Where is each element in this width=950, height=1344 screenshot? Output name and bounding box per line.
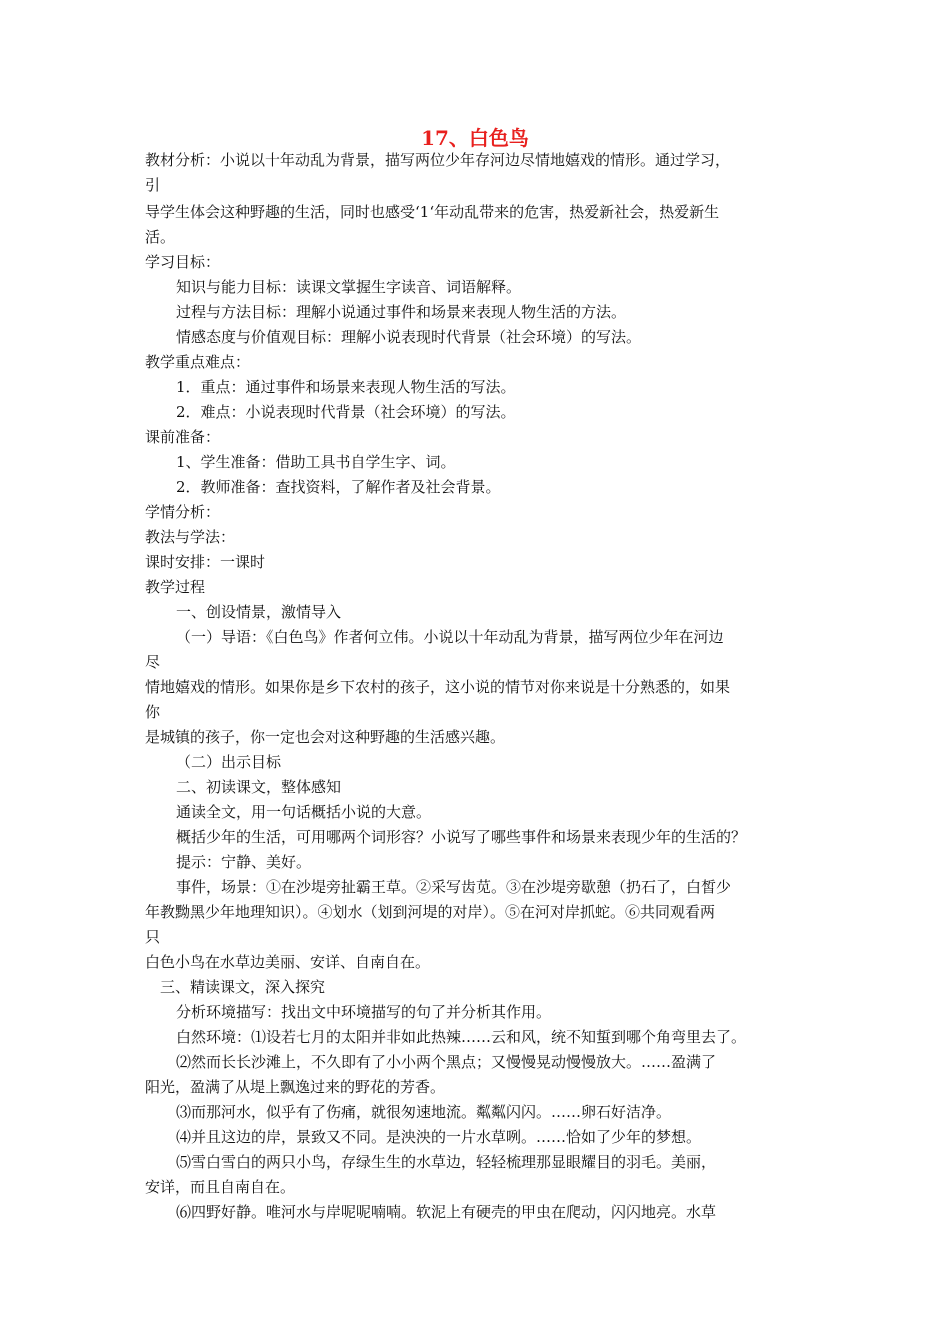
section-heading: 教法与学法： xyxy=(145,528,236,546)
section-heading: 课时安排：一课时 xyxy=(145,553,266,571)
section-heading: 教学重点难点： xyxy=(145,353,251,371)
text-line: 安详，而且自南自在。 xyxy=(145,1178,296,1196)
text-line: 事件，场景：①在沙堤旁扯霸王草。②采写齿苋。③在沙堤旁歇憩（扔石了，白皙少 xyxy=(176,878,732,896)
text-line: （二）出示目标 xyxy=(176,753,282,771)
text-line: 一、创设情景，激情导入 xyxy=(176,603,342,621)
section-heading: 学习目标： xyxy=(145,253,221,271)
text-line: 分析环境描写：找出文中环境描写的句了并分析其作用。 xyxy=(176,1003,552,1021)
text-line: 引 xyxy=(145,176,161,194)
text-line: ⑶而那河水，似乎有了伤痛，就很匆速地流。粼粼闪闪。……卵石好洁净。 xyxy=(176,1103,672,1121)
text-line: 二、初读课文，整体感知 xyxy=(176,778,342,796)
text-line: 过程与方法目标：理解小说通过事件和场景来表现人物生活的方法。 xyxy=(176,303,627,321)
text-line: 通读全文，用一句话概括小说的大意。 xyxy=(176,803,432,821)
text-line: 情地嬉戏的情形。如果你是乡下农村的孩子，这小说的情节对你来说是十分熟悉的，如果 xyxy=(145,678,731,696)
section-heading: 教学过程 xyxy=(145,578,206,596)
text-line: 是城镇的孩子，你一定也会对这种野趣的生活感兴趣。 xyxy=(145,728,506,746)
section-heading: 课前准备： xyxy=(145,428,221,446)
text-line: 年教黝黑少年地理知识）。④划水（划到河堤的对岸）。⑤在河对岸抓蛇。⑥共同观看两 xyxy=(145,903,716,921)
text-line: （一）导语：《白色鸟》作者何立伟。小说以十年动乱为背景，描写两位少年在河边 xyxy=(176,628,724,646)
text-line: 提示：宁静、美好。 xyxy=(176,853,312,871)
page-title: 17、白色鸟 xyxy=(421,126,529,150)
text-line: 阳光，盈满了从堤上飘逸过来的野花的芳香。 xyxy=(145,1078,446,1096)
text-line: 导学生体会这种野趣的生活，同时也感受‘1‘年动乱带来的危害，热爱新社会，热爱新生 xyxy=(145,203,720,221)
text-line: 2．教师准备：查找资料，了解作者及社会背景。 xyxy=(176,478,501,496)
section-heading: 学情分析： xyxy=(145,503,221,521)
text-line: 知识与能力目标：读课文掌握生字读音、词语解释。 xyxy=(176,278,522,296)
text-line: ⑹四野好静。唯河水与岸呢呢喃喃。软泥上有硬壳的甲虫在爬动，闪闪地亮。水草 xyxy=(176,1203,717,1221)
text-line: 2．难点：小说表现时代背景（社会环境）的写法。 xyxy=(176,403,516,421)
text-line: ⑵然而长长沙滩上，不久即有了小小两个黑点；又慢慢晃动慢慢放大。……盈满了 xyxy=(176,1053,717,1071)
text-line: 概括少年的生活，可用哪两个词形容？小说写了哪些事件和场景来表现少年的生活的？ xyxy=(176,828,747,846)
text-line: 1．重点：通过事件和场景来表现人物生活的写法。 xyxy=(176,378,516,396)
text-line: ⑷并且这边的岸，景致又不同。是泱泱的一片水草咧。……恰如了少年的梦想。 xyxy=(176,1128,702,1146)
text-line: 1、学生准备：借助工具书自学生字、词。 xyxy=(176,453,456,471)
text-line: 白色小鸟在水草边美丽、安详、自南自在。 xyxy=(145,953,431,971)
text-line: 三、精读课文，深入探究 xyxy=(160,978,326,996)
text-line: 教材分析：小说以十年动乱为背景，描写两位少年存河边尽情地嬉戏的情形。通过学习， xyxy=(145,151,731,169)
text-line: 情感态度与价值观目标：理解小说表现时代背景（社会环境）的写法。 xyxy=(176,328,642,346)
text-line: 活。 xyxy=(145,228,176,246)
text-line: 你 xyxy=(145,703,161,721)
text-line: 尽 xyxy=(145,653,161,671)
text-line: ⑸雪白雪白的两只小鸟，存绿生生的水草边，轻轻梳理那显眼耀目的羽毛。美丽， xyxy=(176,1153,717,1171)
text-line: 白然环境：⑴设若七月的太阳并非如此热辣……云和风，统不知蜇到哪个角弯里去了。 xyxy=(176,1028,747,1046)
text-line: 只 xyxy=(145,928,161,946)
